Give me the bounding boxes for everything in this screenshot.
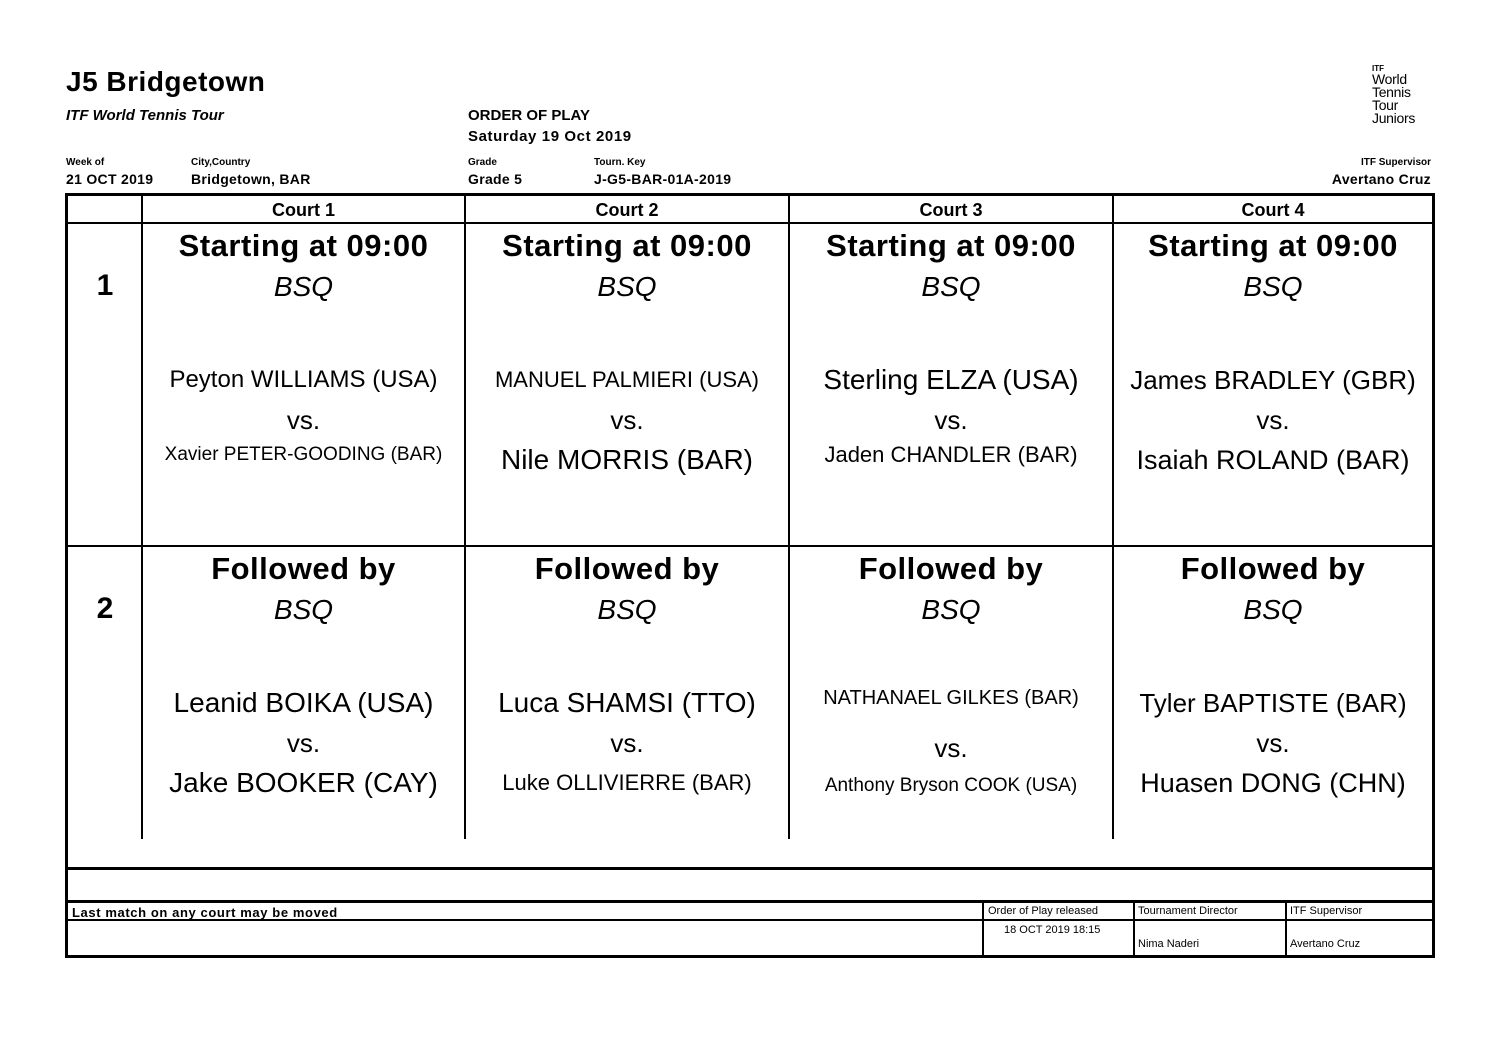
player-2: Jake BOOKER (CAY)	[169, 767, 438, 798]
logo-line-4: Juniors	[1372, 110, 1416, 126]
supervisor-value: Avertano Cruz	[1331, 171, 1431, 187]
logo-line-2: Tennis	[1372, 84, 1411, 100]
player-2: Anthony Bryson COOK (USA)	[824, 775, 1078, 796]
week-of-value: 21 OCT 2019	[66, 171, 154, 187]
player-1: Peyton WILLIAMS (USA)	[169, 366, 438, 393]
order-of-play-grid	[65, 193, 1435, 870]
player-2: Nile MORRIS (BAR)	[500, 444, 753, 475]
player-1: Luca SHAMSI (TTO)	[498, 687, 756, 718]
match-category: BSQ	[273, 271, 334, 302]
court-3-header: Court 3	[919, 200, 983, 220]
match-category: BSQ	[597, 594, 657, 625]
footer-divider	[1285, 900, 1287, 955]
grid-divider	[68, 222, 1432, 224]
match-cell	[466, 549, 788, 803]
player-1: Sterling ELZA (USA)	[823, 364, 1079, 395]
versus: vs.	[610, 405, 644, 435]
court-2-header: Court 2	[595, 200, 659, 220]
match-category: BSQ	[1243, 271, 1303, 302]
round-number: 1	[96, 269, 114, 302]
match-cell	[143, 549, 464, 803]
match-time: Starting at 09:00	[502, 228, 752, 263]
footer-divider	[1133, 900, 1135, 955]
tourn-key-value: J-G5-BAR-01A-2019	[594, 171, 732, 187]
court-4-header: Court 4	[1241, 200, 1305, 220]
match-time: Followed by	[534, 551, 720, 586]
grade-value: Grade 5	[468, 171, 523, 187]
grid-divider	[68, 545, 1432, 547]
logo-line-1: World	[1372, 71, 1407, 87]
match-cell	[143, 226, 464, 480]
versus: vs.	[286, 728, 321, 758]
versus: vs.	[934, 733, 968, 763]
released-label: Order of Play released	[988, 905, 1099, 917]
player-2: Jaden CHANDLER (BAR)	[824, 442, 1078, 467]
city-label: City,Country	[191, 157, 251, 168]
court-1-header: Court 1	[272, 200, 335, 220]
player-2: Luke OLLIVIERRE (BAR)	[502, 770, 752, 795]
director-label: Tournament Director	[1138, 905, 1238, 917]
player-2: Isaiah ROLAND (BAR)	[1136, 445, 1410, 475]
last-match-note: Last match on any court may be moved	[72, 905, 338, 920]
footer-supervisor-value: Avertano Cruz	[1290, 938, 1361, 950]
versus: vs.	[1256, 405, 1290, 435]
versus: vs.	[286, 405, 321, 435]
player-2: Xavier PETER-GOODING (BAR)	[164, 444, 443, 465]
supervisor-label: ITF Supervisor	[1360, 157, 1431, 168]
versus: vs.	[934, 405, 968, 435]
player-1: NATHANAEL GILKES (BAR)	[823, 687, 1079, 709]
released-value: 18 OCT 2019 18:15	[1004, 924, 1101, 936]
play-date: Saturday 19 Oct 2019	[468, 128, 632, 145]
player-1: Tyler BAPTISTE (BAR)	[1139, 688, 1407, 718]
match-cell	[1114, 226, 1432, 480]
logo-itf-text: ITF	[1372, 64, 1384, 73]
document-type: ORDER OF PLAY	[468, 107, 590, 124]
footer-divider	[68, 900, 1432, 903]
logo-line-3: Tour	[1372, 97, 1399, 113]
match-cell	[790, 549, 1112, 813]
itf-juniors-logo	[1372, 64, 1436, 130]
footer-table	[65, 868, 1435, 958]
grade-label: Grade	[468, 157, 497, 168]
player-1: Leanid BOIKA (USA)	[173, 687, 434, 718]
player-2: Huasen DONG (CHN)	[1140, 768, 1406, 798]
match-time: Starting at 09:00	[826, 228, 1076, 263]
tour-name: ITF World Tennis Tour	[66, 107, 224, 124]
match-time: Starting at 09:00	[1148, 228, 1398, 263]
match-time: Starting at 09:00	[178, 228, 429, 263]
match-category: BSQ	[273, 594, 334, 625]
match-cell	[1114, 549, 1432, 803]
tourn-key-label: Tourn. Key	[594, 157, 646, 168]
player-1: MANUEL PALMIERI (USA)	[494, 367, 760, 392]
player-1: James BRADLEY (GBR)	[1130, 365, 1416, 395]
week-of-label: Week of	[66, 157, 105, 168]
match-cell	[790, 226, 1112, 480]
match-category: BSQ	[921, 271, 981, 302]
footer-supervisor-label: ITF Supervisor	[1290, 905, 1363, 917]
match-time: Followed by	[211, 551, 396, 586]
round-number: 2	[96, 592, 114, 625]
versus: vs.	[610, 728, 644, 758]
match-cell	[466, 226, 788, 480]
city-value: Bridgetown, BAR	[191, 171, 311, 187]
match-category: BSQ	[1243, 594, 1303, 625]
match-category: BSQ	[597, 271, 657, 302]
match-category: BSQ	[921, 594, 981, 625]
match-time: Followed by	[1180, 551, 1366, 586]
footer-divider	[982, 900, 984, 955]
versus: vs.	[1256, 728, 1290, 758]
director-value: Nima Naderi	[1138, 938, 1200, 950]
tournament-title: J5 Bridgetown	[66, 66, 266, 97]
match-time: Followed by	[858, 551, 1044, 586]
